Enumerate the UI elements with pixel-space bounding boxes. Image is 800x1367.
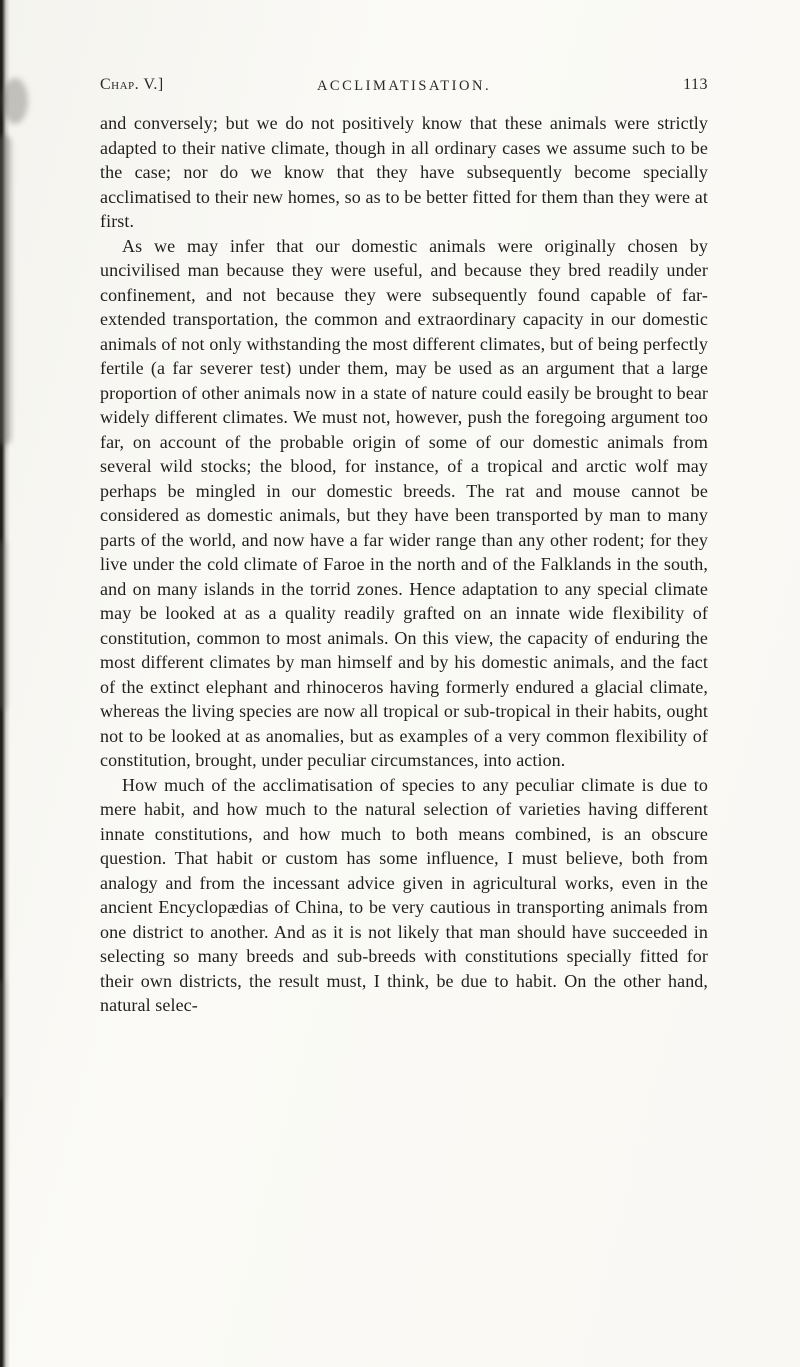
page-title: ACCLIMATISATION. bbox=[316, 78, 492, 94]
paragraph: and conversely; but we do not positively know that these animals were strictly adapted to their native climate, though in all ordinary cases we assume such to be the case; nor do we know that they have subsequently become specially acclimatised to their new homes, so as to be better fitted for them than they were at first. bbox=[100, 113, 708, 231]
scan-smudge bbox=[0, 540, 7, 710]
scan-smudge bbox=[0, 135, 11, 445]
paragraph: As we may infer that our domestic animals were originally chosen by uncivilised man because they were useful, and because they bred readily under confinement, and not because they were subsequently found capable of far-extended transportation, the common and extraordinary capacity in our domestic animals of not only withstanding the most different climates, but of being perfectly fertile (a far severer test) under them, may be used as an argument that a large proportion of other animals now in a state of nature could easily be brought to bear widely different climates. We must not, however, push the foregoing argument too far, on account of the probable origin of some of our domestic animals from several wild stocks; the blood, for instance, of a tropical and arctic wolf may perhaps be mingled in our domestic breeds. The rat and mouse cannot be considered as domestic animals, but they have been transported by man to many parts of the world, and now have a far wider range than any other rodent; for they live under the cold climate of Faroe in the north and of the Falklands in the south, and on many islands in the torrid zones. Hence adaptation to any special climate may be looked at as a quality readily grafted on an innate wide flexibility of constitution, common to most animals. On this view, the capacity of enduring the most different climates by man himself and by his domestic animals, and the fact of the extinct elephant and rhinoceros having formerly endured a glacial climate, whereas the living species are now all tropical or sub-tropical in their habits, ought not to be looked at as anomalies, but as examples of a very common flexibility of constitution, brought, under peculiar circumstances, into action. bbox=[100, 235, 708, 770]
scan-smudge bbox=[2, 78, 28, 124]
running-head bbox=[100, 76, 708, 100]
paragraph: How much of the acclimatisation of species to any peculiar climate is due to mere habit, and how much to the natural selection of varieties having different innate constitutions, and how much to both means combined, is an obscure question. That habit or custom has some influence, I must believe, both from analogy and from the incessant advice given in agricultural works, even in the ancient Encyclopædias of China, to be very cautious in transporting animals from one district to another. And as it is not likely that man should have succeeded in selecting so many breeds and sub-breeds with constitutions specially fitted for their own districts, the result must, I think, be due to habit. On the other hand, natural selec- bbox=[100, 774, 708, 1015]
page-body bbox=[100, 111, 708, 1018]
scan-smudge bbox=[0, 980, 6, 1100]
chapter-label: Chap. V.] bbox=[100, 76, 164, 93]
page-number: 113 bbox=[683, 76, 708, 93]
